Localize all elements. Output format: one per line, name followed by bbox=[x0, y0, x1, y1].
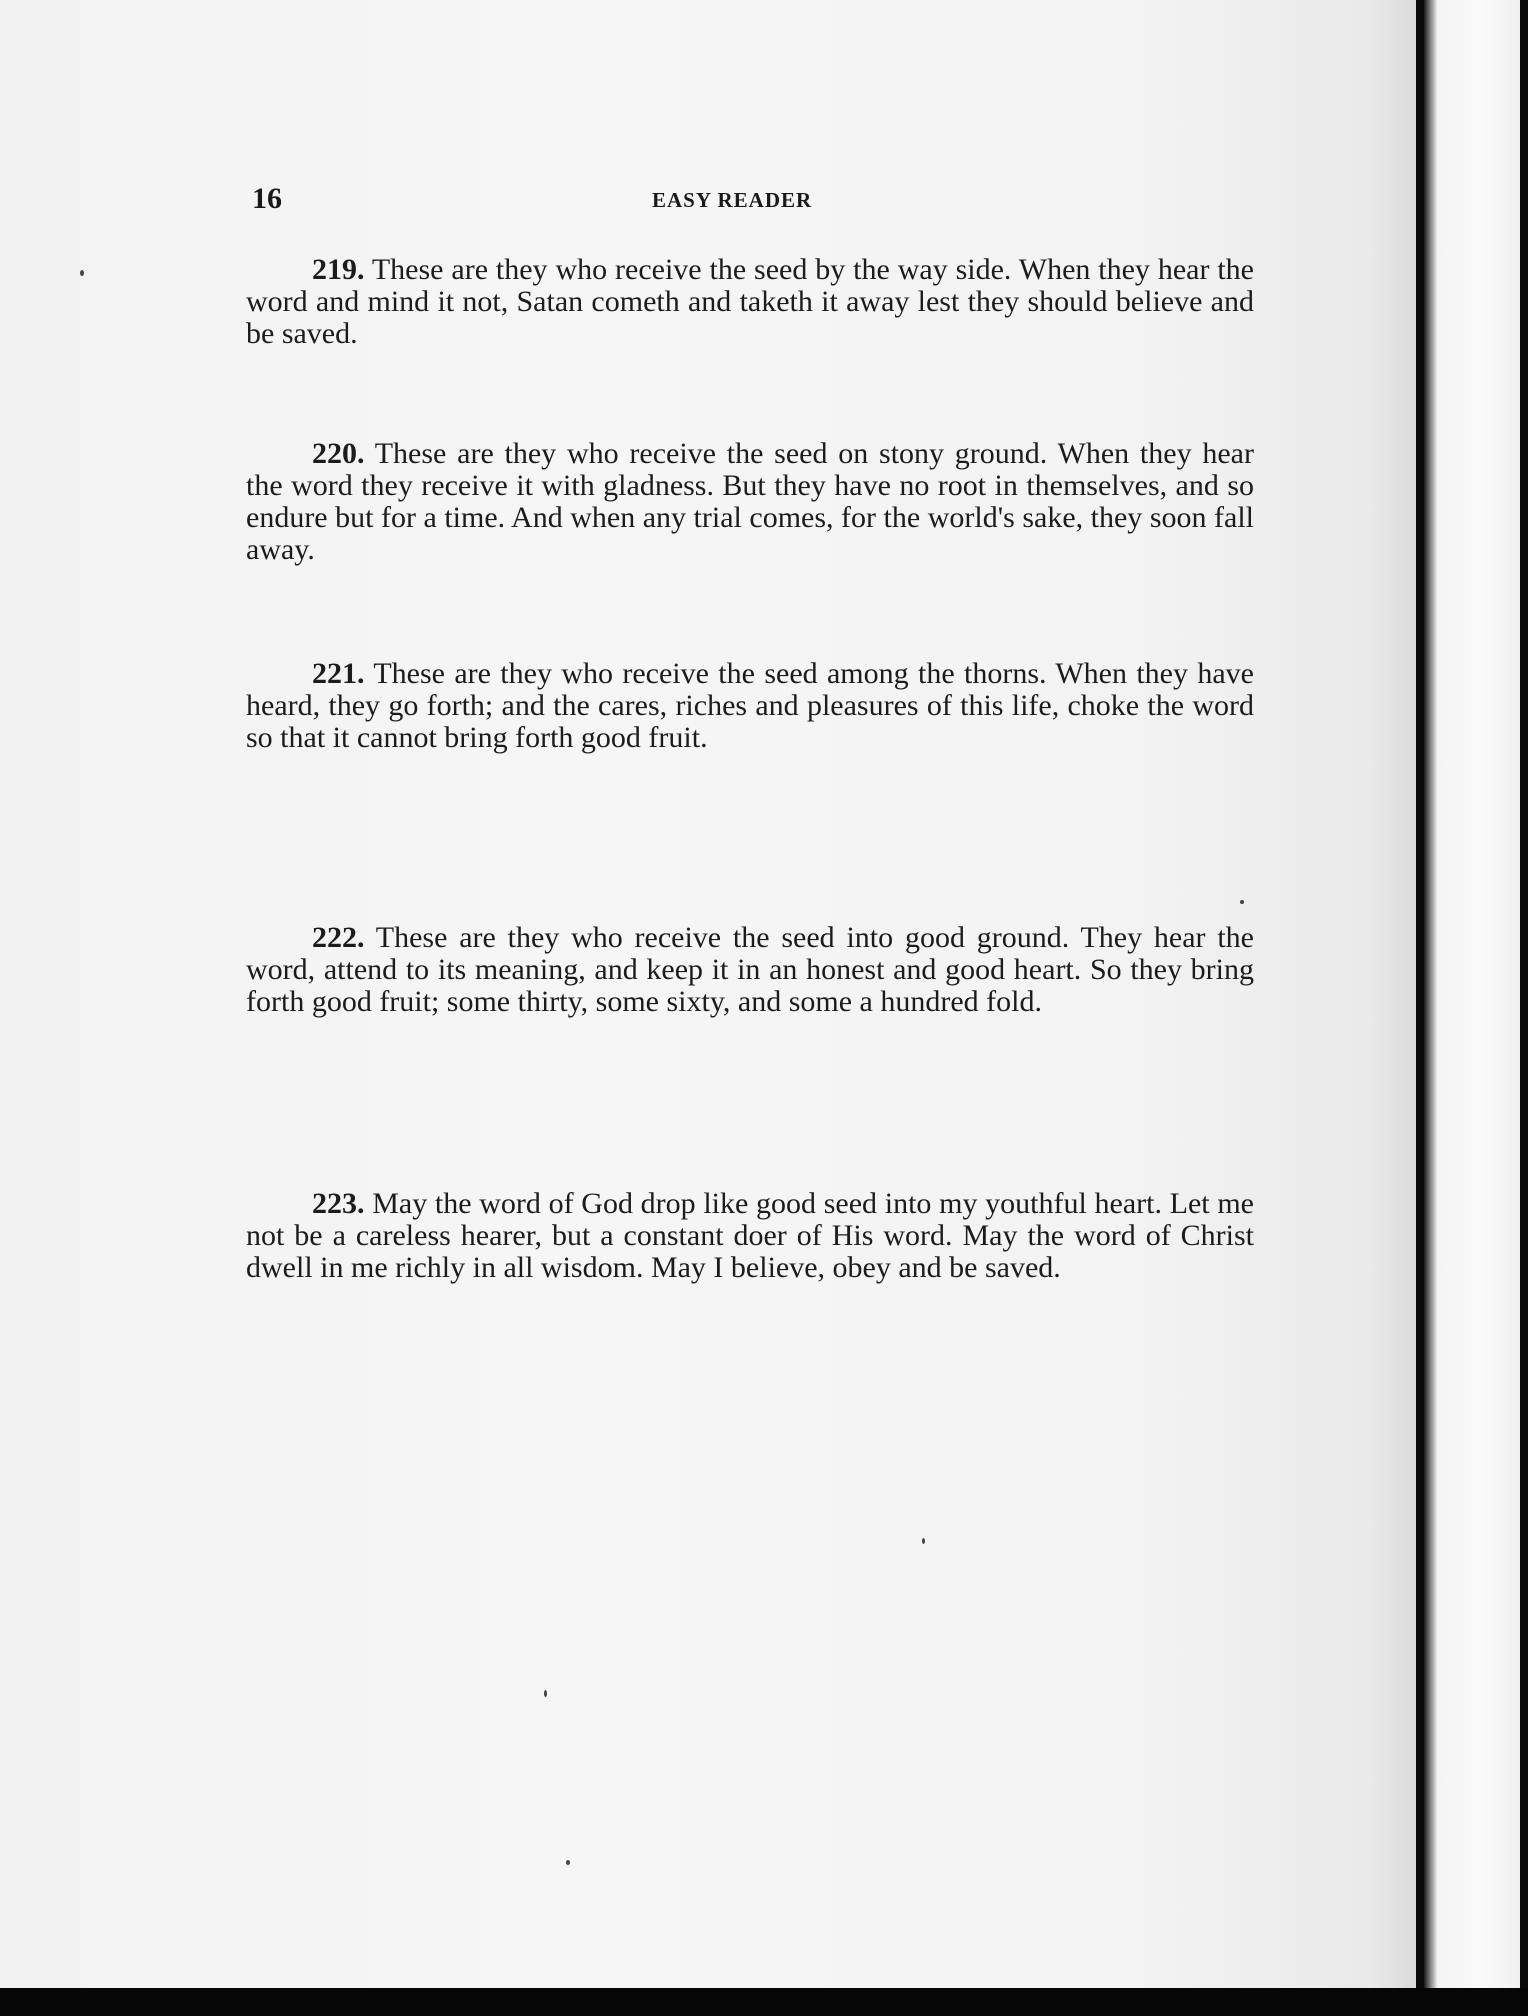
page-edge-shadow bbox=[1370, 0, 1416, 2016]
paper-speck bbox=[922, 1538, 925, 1544]
paragraph-number: 219. bbox=[312, 253, 365, 286]
paragraph-number: 223. bbox=[312, 1187, 365, 1220]
paragraph-221 bbox=[246, 658, 1254, 754]
paper-speck bbox=[566, 1860, 570, 1865]
paragraph-text: These are they who receive the seed on stony ground. When they hear the word they receive it with gladness. But they have no root in themselves, and so endure but for a time. And when any trial comes, for the world's sake, they soon fall away. bbox=[246, 437, 1254, 566]
adjacent-page-surface bbox=[1424, 0, 1520, 2016]
paragraph-number: 220. bbox=[312, 437, 365, 470]
paragraph-222 bbox=[246, 922, 1254, 1018]
paragraph-text: These are they who receive the seed into good ground. They hear the word, attend to its meaning, and keep it in an honest and good heart. So they bring forth good fruit; some thirty, some sixty, and some a hundred fold. bbox=[246, 921, 1254, 1018]
paper-speck bbox=[544, 1690, 547, 1697]
paragraph-220 bbox=[246, 438, 1254, 566]
paragraph-text: May the word of God drop like good seed into my youthful heart. Let me not be a careless hearer, but a constant doer of His word. May the word of Christ dwell in me richly in all wisdom. May I believe, obey and be saved. bbox=[246, 1187, 1254, 1284]
paragraph-219 bbox=[246, 254, 1254, 350]
scan-border bbox=[0, 1988, 1528, 2016]
paragraph-text: These are they who receive the seed among the thorns. When they have heard, they go forth; and the cares, riches and pleasures of this life, choke the word so that it cannot bring forth good fruit. bbox=[246, 657, 1254, 754]
adjacent-page-edge bbox=[1416, 0, 1528, 2016]
page-header bbox=[252, 182, 1252, 222]
paper-speck bbox=[80, 270, 84, 276]
paragraph-text: These are they who receive the seed by the way side. When they hear the word and mind it not, Satan cometh and taketh it away lest they should believe and be saved. bbox=[246, 253, 1254, 350]
paragraph-number: 222. bbox=[312, 921, 365, 954]
paragraph-223 bbox=[246, 1188, 1254, 1284]
page-number: 16 bbox=[252, 182, 282, 215]
paragraph-number: 221. bbox=[312, 657, 365, 690]
running-head: EASY READER bbox=[652, 188, 813, 212]
paper-speck bbox=[1240, 900, 1244, 904]
